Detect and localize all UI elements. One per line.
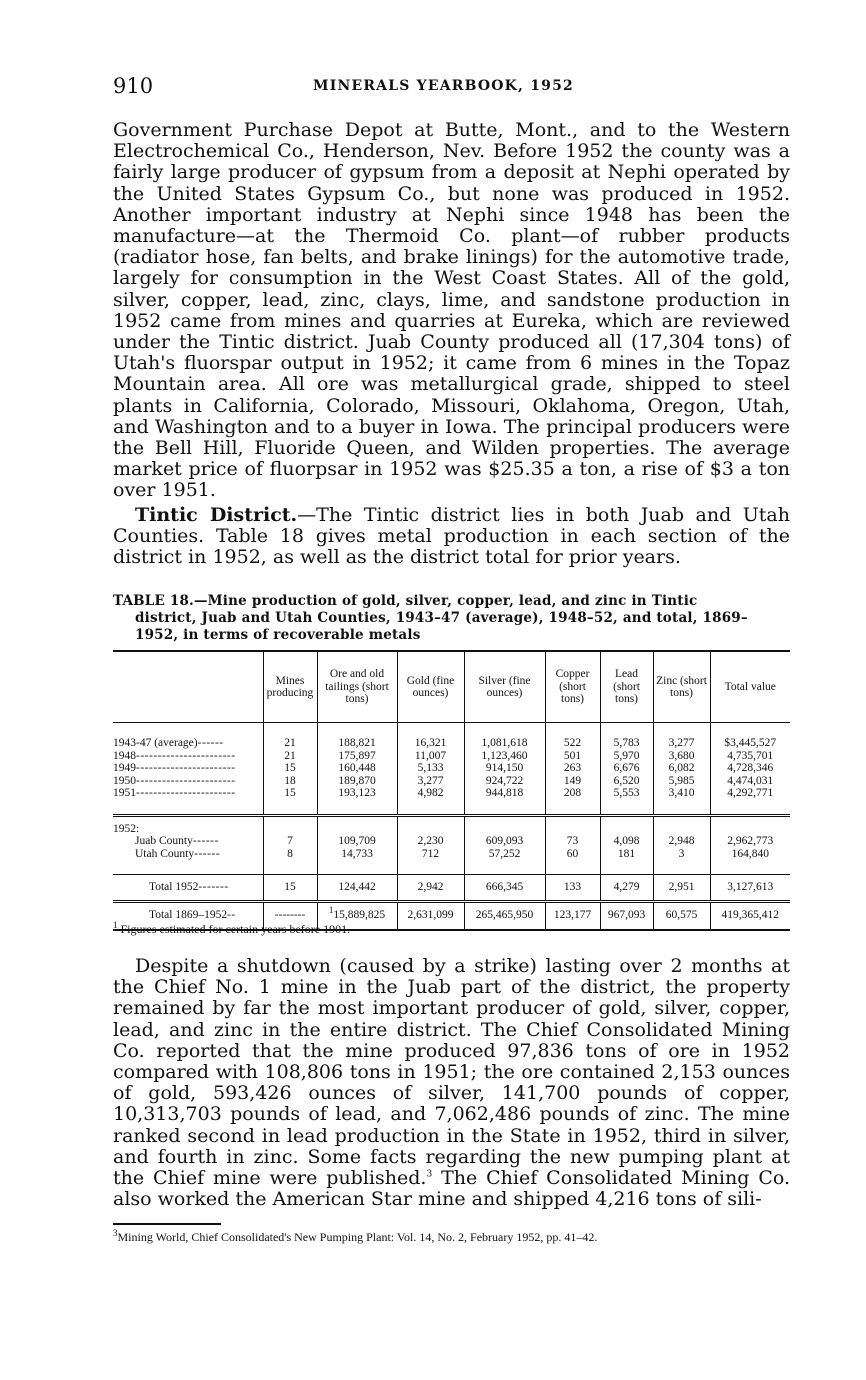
header-total-value: Total value — [710, 651, 790, 723]
cell-gold: 2,631,099 — [397, 901, 464, 930]
cell-value: 4,735,701 — [710, 750, 790, 763]
table-header-row — [113, 651, 790, 723]
cell-lead: 6,520 — [600, 775, 653, 788]
cell-zinc: 60,575 — [653, 901, 710, 930]
row-label: 1943-47 (average)------ — [113, 737, 224, 749]
row-label: 1948----------------------- — [113, 749, 236, 762]
cell-copper: 263 — [545, 762, 600, 775]
cell-gold: 2,230 — [397, 835, 464, 848]
cell-silver: 609,093 — [464, 835, 545, 848]
cell-zinc: 3,410 — [653, 787, 710, 800]
cell-zinc: 3 — [653, 848, 710, 861]
cell-lead: 967,093 — [600, 901, 653, 930]
cell-gold: 4,982 — [397, 787, 464, 800]
header-copper: Copper (short tons) — [545, 651, 600, 723]
cell-copper: 208 — [545, 787, 600, 800]
cell-copper: 123,177 — [545, 901, 600, 930]
cell-silver: 944,818 — [464, 787, 545, 800]
cell-value: $3,445,527 — [710, 737, 790, 750]
cell-ore: 188,821 — [317, 737, 397, 750]
production-table-wrapper — [113, 650, 790, 931]
table-footnote-mark: 1 — [113, 920, 118, 930]
cell-copper: 522 — [545, 737, 600, 750]
header-mines: Mines producing — [263, 651, 317, 723]
cell-ore: 189,870 — [317, 775, 397, 788]
cell-copper: 133 — [545, 875, 600, 902]
row-label: Total 1869–1952-- — [113, 901, 263, 930]
page-number: 910 — [113, 74, 154, 98]
cell-gold: 2,942 — [397, 875, 464, 902]
cell-zinc: 3,277 — [653, 737, 710, 750]
row-label: 1950----------------------- — [113, 774, 236, 787]
cell-copper: 60 — [545, 848, 600, 861]
cell-ore: 160,448 — [317, 762, 397, 775]
cell-zinc: 6,082 — [653, 762, 710, 775]
table-caption — [113, 593, 790, 644]
cell-mines: 15 — [263, 875, 317, 902]
cell-silver: 265,465,950 — [464, 901, 545, 930]
cell-mines: 21 — [263, 737, 317, 750]
cell-mines: 18 — [263, 775, 317, 788]
cell-silver: 1,081,618 — [464, 737, 545, 750]
cell-mines: 15 — [263, 762, 317, 775]
paragraph-tintic-text: —The Tintic district lies in both Juab and Utah Counties. Table 18 gives metal production in each section of the district in 1952, as well as the district total for prior years. — [113, 504, 790, 569]
table-row — [113, 750, 790, 763]
header-gold: Gold (fine ounces) — [397, 651, 464, 723]
header-label — [113, 651, 263, 723]
cell-ore: 193,123 — [317, 787, 397, 800]
cell-gold: 11,007 — [397, 750, 464, 763]
cell-value: 3,127,613 — [710, 875, 790, 902]
cell-mines: -------- — [263, 901, 317, 930]
cell-ore: 175,897 — [317, 750, 397, 763]
cell-copper: 73 — [545, 835, 600, 848]
section-heading-tintic: Tintic District. — [135, 504, 298, 526]
table-row — [113, 835, 790, 848]
cell-silver: 924,722 — [464, 775, 545, 788]
cell-lead: 4,279 — [600, 875, 653, 902]
table-row — [113, 787, 790, 800]
cell-lead: 5,970 — [600, 750, 653, 763]
cell-value: 419,365,412 — [710, 901, 790, 930]
cell-zinc: 2,951 — [653, 875, 710, 902]
row-label: Juab County------ — [135, 835, 219, 847]
table-row-total-1952 — [113, 875, 790, 902]
cell-mines: 21 — [263, 750, 317, 763]
ore-footnote-mark: 1 — [328, 904, 334, 915]
production-table — [113, 650, 790, 931]
page-header — [113, 74, 790, 102]
cell-ore: 109,709 — [317, 835, 397, 848]
cell-lead: 181 — [600, 848, 653, 861]
cell-value: 4,292,771 — [710, 787, 790, 800]
cell-zinc: 2,948 — [653, 835, 710, 848]
row-label: 1949----------------------- — [113, 762, 236, 774]
table-row — [113, 775, 790, 788]
footnote-divider — [113, 1223, 221, 1225]
cell-copper: 149 — [545, 775, 600, 788]
table-row — [113, 762, 790, 775]
cell-copper: 501 — [545, 750, 600, 763]
row-label: 1951----------------------- — [113, 787, 236, 799]
page-footnote-mark: 3 — [113, 1228, 118, 1238]
cell-value: 164,840 — [710, 848, 790, 861]
cell-lead: 6,676 — [600, 762, 653, 775]
header-lead: Lead (short tons) — [600, 651, 653, 723]
cell-silver: 666,345 — [464, 875, 545, 902]
cell-silver: 914,150 — [464, 762, 545, 775]
cell-silver: 57,252 — [464, 848, 545, 861]
row-label: Total 1952------- — [113, 875, 263, 902]
paragraph-tintic-district — [113, 505, 790, 569]
cell-mines: 8 — [263, 848, 317, 861]
cell-ore: $^1$15,889,825 — [317, 901, 397, 930]
paragraph-fluorspar: Government Purchase Depot at Butte, Mont., and to the Western Electrochemical Co., Henderson, Nev. Before 1952 the county was a fairly large producer of gypsum from a deposit at Nephi operated by the United States Gypsum Co., but none was produced in 1952. Another important industry at Nephi since 1948 has been the manufacture—at the Thermoid Co. plant—of rubber products (radiator hose, fan belts, and brake linings) for the automotive trade, largely for consumption in the West Coast States. All of the gold, silver, copper, lead, zinc, clays, lime, and sandstone production in 1952 came from mines and quarries at Eureka, which are reviewed under the Tintic district. Juab County produced all (17,304 tons) of Utah's fluorspar output in 1952; it came from 6 mines in the Topaz Mountain area. All ore was metallurgical grade, shipped to steel plants in California, Colorado, Missouri, Oklahoma, Oregon, Utah, and Washington and to a buyer in Iowa. The principal producers were the Bell Hill, Fluoride Queen, and Wilden properties. The average market price of fluorpsar in 1952 was $25.35 a ton, a rise of $3 a ton over 1951. — [113, 119, 790, 502]
cell-gold: 712 — [397, 848, 464, 861]
paragraph-chief-mine: Despite a shutdown (caused by a strike) lasting over 2 months at the Chief No. 1 mine in the Juab part of the district, the property remained by far the most important producer of gold, silver, copper, lead, and zinc in the entire district. The Chief Consolidated Mining Co. reported that the mine produced 97,836 tons of ore in 1952 compared with 108,806 tons in 1951; the ore contained 2,153 ounces of gold, 593,426 ounces of silver, 141,700 pounds of copper, 10,313,703 pounds of lead, and 7,062,486 pounds of zinc. The mine ranked second in lead production in the State in 1952, third in silver, and fourth in zinc. Some facts regarding the new pumping plant at the Chief mine were published.$^3$ The Chief Consolidated Mining Co. also worked the American Star mine and shipped 4,216 tons of sili- — [113, 955, 790, 1211]
table-caption-rest: district, Juab and Utah Counties, 1943–47 (average), 1948–52, and total, 1869–1952, in terms of recoverable metals — [135, 610, 748, 643]
cell-value: 2,962,773 — [710, 835, 790, 848]
page-footnote: $^3$Mining World, Chief Consolidated's New Pumping Plant: Vol. 14, No. 2, February 1952, pp. 41–42. — [113, 1228, 598, 1244]
cell-silver: 1,123,460 — [464, 750, 545, 763]
table-row — [113, 848, 790, 861]
header-zinc: Zinc (short tons) — [653, 651, 710, 723]
group-label-1952: 1952: — [113, 815, 263, 835]
header-silver: Silver (fine ounces) — [464, 651, 545, 723]
cell-mines: 15 — [263, 787, 317, 800]
cell-ore: 124,442 — [317, 875, 397, 902]
cell-ore: 14,733 — [317, 848, 397, 861]
cell-value: 4,474,031 — [710, 775, 790, 788]
cell-lead: 5,783 — [600, 737, 653, 750]
cell-zinc: 3,680 — [653, 750, 710, 763]
cell-gold: 3,277 — [397, 775, 464, 788]
table-caption-line1: TABLE 18.—Mine production of gold, silver, copper, lead, and zinc in Tintic — [113, 593, 698, 609]
header-ore: Ore and old tailings (short tons) — [317, 651, 397, 723]
table-footnote: $^1$ Figures estimated for certain years before 1901. — [113, 920, 351, 936]
footnote-reference: 3 — [426, 1169, 433, 1180]
cell-gold: 5,133 — [397, 762, 464, 775]
table-row — [113, 737, 790, 750]
row-label: Utah County------ — [135, 847, 221, 860]
cell-mines: 7 — [263, 835, 317, 848]
cell-lead: 4,098 — [600, 835, 653, 848]
cell-gold: 16,321 — [397, 737, 464, 750]
running-head: MINERALS YEARBOOK, 1952 — [313, 78, 574, 94]
cell-lead: 5,553 — [600, 787, 653, 800]
table-group-row-1952 — [113, 815, 790, 835]
cell-value: 4,728,346 — [710, 762, 790, 775]
cell-zinc: 5,985 — [653, 775, 710, 788]
